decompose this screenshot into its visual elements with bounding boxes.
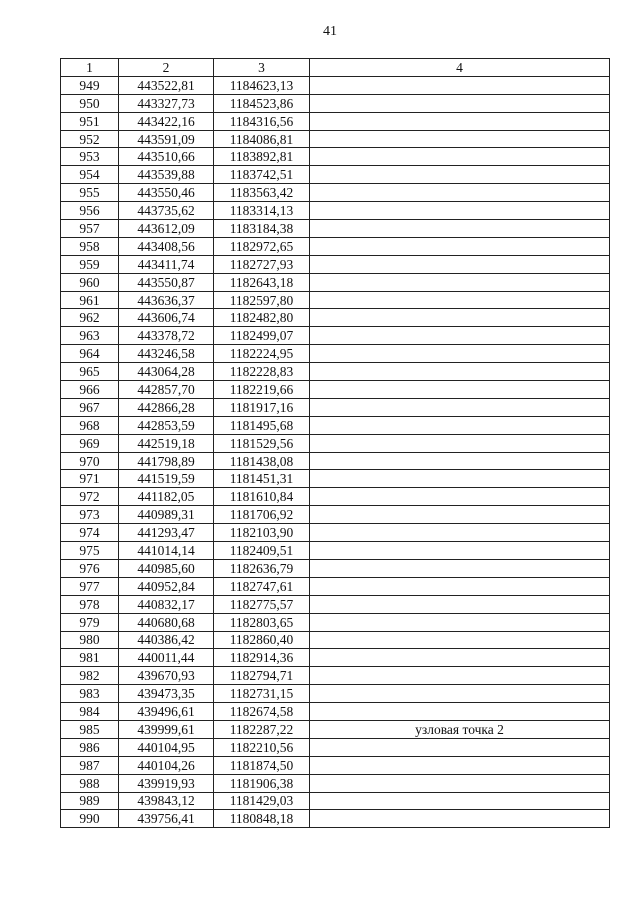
table-row [61, 94, 610, 112]
x-coordinate-cell: 443539,88 [119, 166, 214, 184]
note-cell [310, 756, 610, 774]
table-header-row [61, 59, 610, 77]
y-coordinate-cell: 1183184,38 [214, 220, 310, 238]
x-coordinate-cell: 443327,73 [119, 94, 214, 112]
y-coordinate-cell: 1182747,61 [214, 577, 310, 595]
note-cell [310, 470, 610, 488]
y-coordinate-cell: 1182287,22 [214, 720, 310, 738]
table-row [61, 452, 610, 470]
note-cell [310, 810, 610, 828]
x-coordinate-cell: 439999,61 [119, 720, 214, 738]
point-number-cell: 966 [61, 381, 119, 399]
note-cell [310, 327, 610, 345]
y-coordinate-cell: 1183892,81 [214, 148, 310, 166]
point-number-cell: 974 [61, 524, 119, 542]
note-cell [310, 524, 610, 542]
y-coordinate-cell: 1182636,79 [214, 559, 310, 577]
x-coordinate-cell: 439473,35 [119, 685, 214, 703]
y-coordinate-cell: 1182210,56 [214, 738, 310, 756]
x-coordinate-cell: 440680,68 [119, 613, 214, 631]
y-coordinate-cell: 1181706,92 [214, 506, 310, 524]
note-cell [310, 130, 610, 148]
point-number-cell: 977 [61, 577, 119, 595]
note-cell [310, 559, 610, 577]
point-number-cell: 985 [61, 720, 119, 738]
point-number-cell: 952 [61, 130, 119, 148]
x-coordinate-cell: 443408,56 [119, 237, 214, 255]
table-row [61, 327, 610, 345]
x-coordinate-cell: 440104,95 [119, 738, 214, 756]
x-coordinate-cell: 440989,31 [119, 506, 214, 524]
note-cell [310, 703, 610, 721]
y-coordinate-cell: 1181874,50 [214, 756, 310, 774]
table-row [61, 130, 610, 148]
y-coordinate-cell: 1182499,07 [214, 327, 310, 345]
table-row [61, 703, 610, 721]
x-coordinate-cell: 440104,26 [119, 756, 214, 774]
point-number-cell: 973 [61, 506, 119, 524]
table-row [61, 237, 610, 255]
point-number-cell: 982 [61, 667, 119, 685]
note-cell [310, 345, 610, 363]
note-cell [310, 577, 610, 595]
note-cell [310, 738, 610, 756]
note-cell [310, 202, 610, 220]
point-number-cell: 953 [61, 148, 119, 166]
point-number-cell: 961 [61, 291, 119, 309]
note-cell [310, 631, 610, 649]
note-cell [310, 220, 610, 238]
table-row [61, 309, 610, 327]
point-number-cell: 964 [61, 345, 119, 363]
y-coordinate-cell: 1182409,51 [214, 542, 310, 560]
x-coordinate-cell: 443522,81 [119, 76, 214, 94]
note-cell [310, 792, 610, 810]
point-number-cell: 987 [61, 756, 119, 774]
point-number-cell: 976 [61, 559, 119, 577]
y-coordinate-cell: 1183314,13 [214, 202, 310, 220]
point-number-cell: 990 [61, 810, 119, 828]
point-number-cell: 950 [61, 94, 119, 112]
point-number-cell: 988 [61, 774, 119, 792]
table-row [61, 720, 610, 738]
table-row [61, 542, 610, 560]
y-coordinate-cell: 1183563,42 [214, 184, 310, 202]
table-row [61, 273, 610, 291]
y-coordinate-cell: 1182597,80 [214, 291, 310, 309]
y-coordinate-cell: 1181917,16 [214, 398, 310, 416]
table-row [61, 506, 610, 524]
point-number-cell: 962 [61, 309, 119, 327]
point-number-cell: 986 [61, 738, 119, 756]
x-coordinate-cell: 440952,84 [119, 577, 214, 595]
y-coordinate-cell: 1182775,57 [214, 595, 310, 613]
x-coordinate-cell: 440985,60 [119, 559, 214, 577]
table-row [61, 631, 610, 649]
point-number-cell: 959 [61, 255, 119, 273]
point-number-cell: 969 [61, 434, 119, 452]
point-number-cell: 981 [61, 649, 119, 667]
note-cell [310, 452, 610, 470]
point-number-cell: 955 [61, 184, 119, 202]
table-row [61, 202, 610, 220]
note-cell [310, 416, 610, 434]
note-cell [310, 613, 610, 631]
column-header-4: 4 [310, 59, 610, 77]
y-coordinate-cell: 1182224,95 [214, 345, 310, 363]
point-number-cell: 984 [61, 703, 119, 721]
table-row [61, 255, 610, 273]
note-cell [310, 363, 610, 381]
x-coordinate-cell: 441182,05 [119, 488, 214, 506]
y-coordinate-cell: 1181438,08 [214, 452, 310, 470]
point-number-cell: 972 [61, 488, 119, 506]
point-number-cell: 983 [61, 685, 119, 703]
y-coordinate-cell: 1182482,80 [214, 309, 310, 327]
note-cell [310, 685, 610, 703]
x-coordinate-cell: 440011,44 [119, 649, 214, 667]
x-coordinate-cell: 439756,41 [119, 810, 214, 828]
x-coordinate-cell: 443606,74 [119, 309, 214, 327]
table-row [61, 470, 610, 488]
note-cell [310, 488, 610, 506]
x-coordinate-cell: 441519,59 [119, 470, 214, 488]
note-cell [310, 649, 610, 667]
table-row [61, 381, 610, 399]
y-coordinate-cell: 1184523,86 [214, 94, 310, 112]
note-cell [310, 774, 610, 792]
note-cell [310, 667, 610, 685]
table-row [61, 220, 610, 238]
table-row [61, 667, 610, 685]
x-coordinate-cell: 441014,14 [119, 542, 214, 560]
point-number-cell: 980 [61, 631, 119, 649]
note-cell: узловая точка 2 [310, 720, 610, 738]
x-coordinate-cell: 443422,16 [119, 112, 214, 130]
point-number-cell: 965 [61, 363, 119, 381]
y-coordinate-cell: 1180848,18 [214, 810, 310, 828]
table-row [61, 363, 610, 381]
point-number-cell: 963 [61, 327, 119, 345]
note-cell [310, 237, 610, 255]
y-coordinate-cell: 1182674,58 [214, 703, 310, 721]
point-number-cell: 989 [61, 792, 119, 810]
y-coordinate-cell: 1182727,93 [214, 255, 310, 273]
y-coordinate-cell: 1182794,71 [214, 667, 310, 685]
y-coordinate-cell: 1182972,65 [214, 237, 310, 255]
table-row [61, 685, 610, 703]
note-cell [310, 255, 610, 273]
point-number-cell: 958 [61, 237, 119, 255]
note-cell [310, 94, 610, 112]
table-row [61, 434, 610, 452]
y-coordinate-cell: 1181906,38 [214, 774, 310, 792]
x-coordinate-cell: 441293,47 [119, 524, 214, 542]
table-row [61, 345, 610, 363]
point-number-cell: 979 [61, 613, 119, 631]
x-coordinate-cell: 440386,42 [119, 631, 214, 649]
table-row [61, 488, 610, 506]
column-header-2: 2 [119, 59, 214, 77]
table-row [61, 613, 610, 631]
table-row [61, 756, 610, 774]
y-coordinate-cell: 1182860,40 [214, 631, 310, 649]
x-coordinate-cell: 439919,93 [119, 774, 214, 792]
note-cell [310, 166, 610, 184]
y-coordinate-cell: 1184086,81 [214, 130, 310, 148]
column-header-3: 3 [214, 59, 310, 77]
x-coordinate-cell: 443591,09 [119, 130, 214, 148]
x-coordinate-cell: 443735,62 [119, 202, 214, 220]
y-coordinate-cell: 1182228,83 [214, 363, 310, 381]
coordinates-table [60, 58, 610, 828]
page-number: 41 [323, 24, 337, 39]
y-coordinate-cell: 1181529,56 [214, 434, 310, 452]
table-row [61, 166, 610, 184]
x-coordinate-cell: 443378,72 [119, 327, 214, 345]
x-coordinate-cell: 443636,37 [119, 291, 214, 309]
table-row [61, 559, 610, 577]
x-coordinate-cell: 439843,12 [119, 792, 214, 810]
x-coordinate-cell: 439496,61 [119, 703, 214, 721]
y-coordinate-cell: 1182643,18 [214, 273, 310, 291]
x-coordinate-cell: 442857,70 [119, 381, 214, 399]
point-number-cell: 978 [61, 595, 119, 613]
x-coordinate-cell: 443246,58 [119, 345, 214, 363]
point-number-cell: 954 [61, 166, 119, 184]
y-coordinate-cell: 1182219,66 [214, 381, 310, 399]
table-row [61, 148, 610, 166]
y-coordinate-cell: 1182731,15 [214, 685, 310, 703]
note-cell [310, 76, 610, 94]
table-row [61, 524, 610, 542]
note-cell [310, 309, 610, 327]
point-number-cell: 957 [61, 220, 119, 238]
y-coordinate-cell: 1181610,84 [214, 488, 310, 506]
y-coordinate-cell: 1181495,68 [214, 416, 310, 434]
table-row [61, 792, 610, 810]
note-cell [310, 398, 610, 416]
column-header-1: 1 [61, 59, 119, 77]
y-coordinate-cell: 1181451,31 [214, 470, 310, 488]
y-coordinate-cell: 1181429,03 [214, 792, 310, 810]
x-coordinate-cell: 443550,46 [119, 184, 214, 202]
note-cell [310, 381, 610, 399]
x-coordinate-cell: 443411,74 [119, 255, 214, 273]
point-number-cell: 971 [61, 470, 119, 488]
x-coordinate-cell: 443510,66 [119, 148, 214, 166]
y-coordinate-cell: 1182914,36 [214, 649, 310, 667]
table-row [61, 595, 610, 613]
point-number-cell: 970 [61, 452, 119, 470]
table-row [61, 112, 610, 130]
x-coordinate-cell: 442866,28 [119, 398, 214, 416]
note-cell [310, 273, 610, 291]
y-coordinate-cell: 1182103,90 [214, 524, 310, 542]
y-coordinate-cell: 1182803,65 [214, 613, 310, 631]
note-cell [310, 506, 610, 524]
table-row [61, 577, 610, 595]
point-number-cell: 949 [61, 76, 119, 94]
point-number-cell: 967 [61, 398, 119, 416]
note-cell [310, 434, 610, 452]
y-coordinate-cell: 1184623,13 [214, 76, 310, 94]
table-row [61, 649, 610, 667]
note-cell [310, 542, 610, 560]
note-cell [310, 184, 610, 202]
point-number-cell: 951 [61, 112, 119, 130]
x-coordinate-cell: 443064,28 [119, 363, 214, 381]
table-row [61, 398, 610, 416]
table-body [61, 76, 610, 827]
point-number-cell: 960 [61, 273, 119, 291]
note-cell [310, 148, 610, 166]
table-row [61, 291, 610, 309]
x-coordinate-cell: 440832,17 [119, 595, 214, 613]
y-coordinate-cell: 1183742,51 [214, 166, 310, 184]
x-coordinate-cell: 443612,09 [119, 220, 214, 238]
x-coordinate-cell: 442519,18 [119, 434, 214, 452]
note-cell [310, 291, 610, 309]
note-cell [310, 595, 610, 613]
note-cell [310, 112, 610, 130]
table-row [61, 76, 610, 94]
point-number-cell: 975 [61, 542, 119, 560]
x-coordinate-cell: 442853,59 [119, 416, 214, 434]
table-row [61, 810, 610, 828]
table-row [61, 184, 610, 202]
point-number-cell: 956 [61, 202, 119, 220]
x-coordinate-cell: 441798,89 [119, 452, 214, 470]
x-coordinate-cell: 443550,87 [119, 273, 214, 291]
table-row [61, 738, 610, 756]
point-number-cell: 968 [61, 416, 119, 434]
table-row [61, 416, 610, 434]
y-coordinate-cell: 1184316,56 [214, 112, 310, 130]
x-coordinate-cell: 439670,93 [119, 667, 214, 685]
table-row [61, 774, 610, 792]
